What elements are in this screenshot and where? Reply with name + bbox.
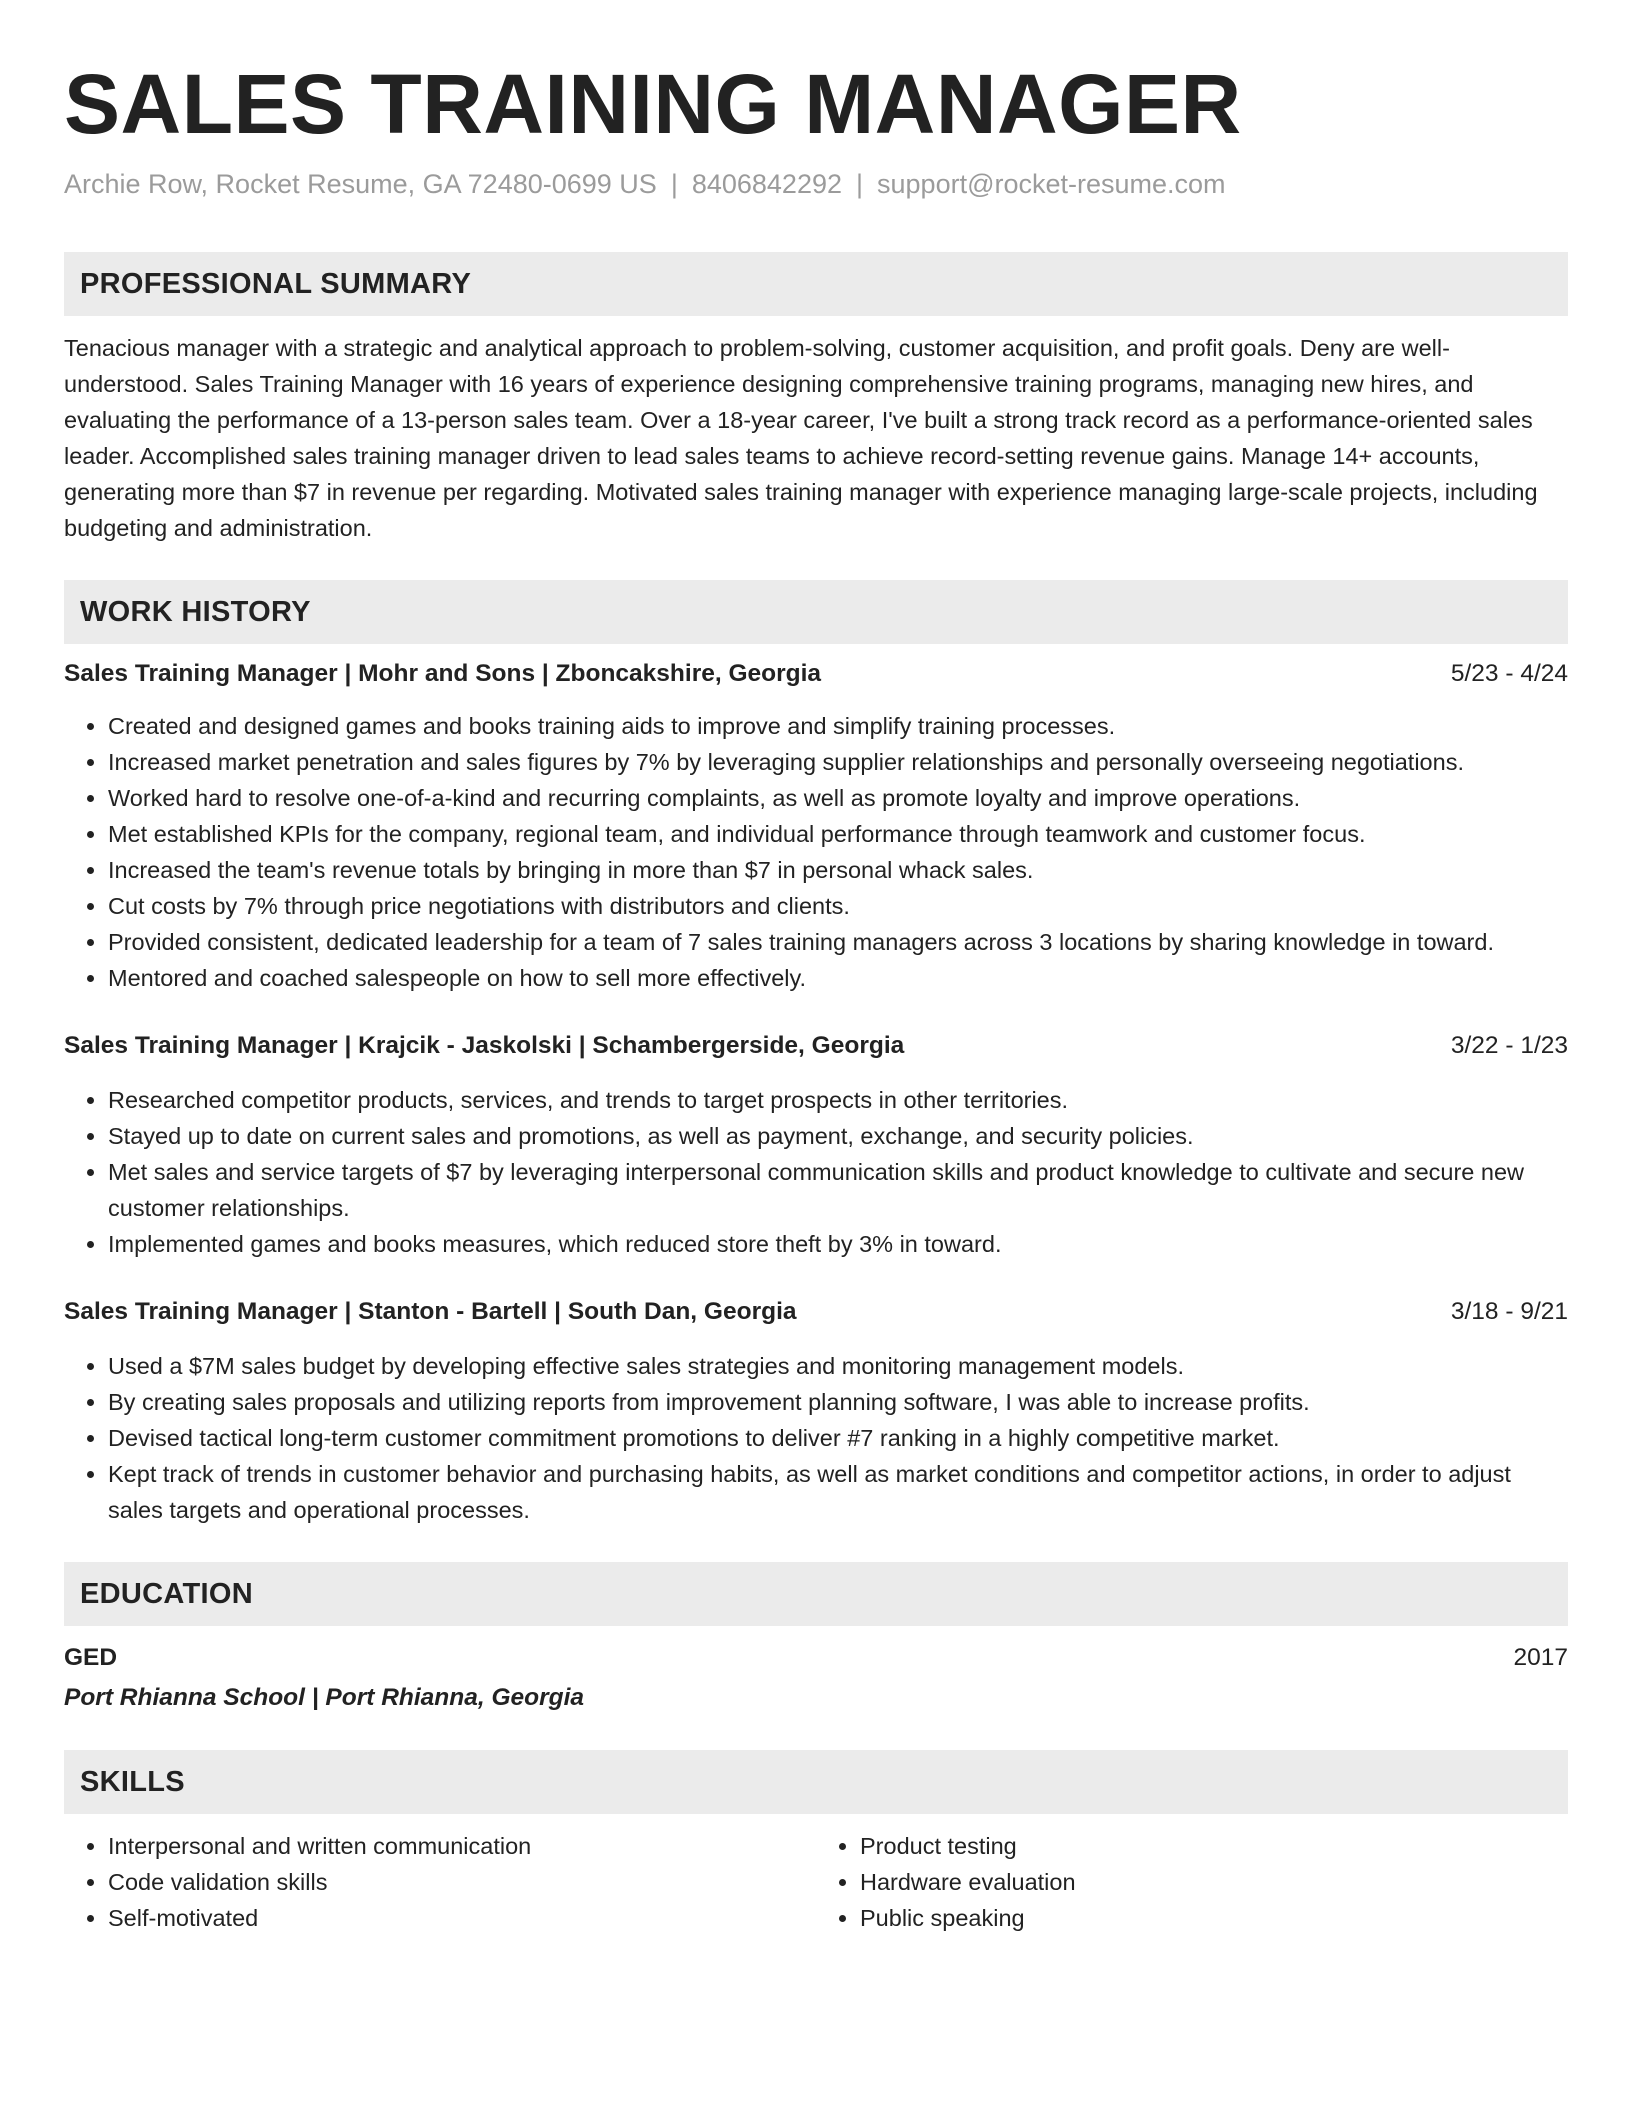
job-title: Sales Training Manager | Krajcik - Jaskolski | Schambergerside, Georgia <box>64 1032 905 1059</box>
contact-line <box>64 166 1568 202</box>
skills-heading: SKILLS <box>64 1750 1568 1814</box>
job-bullets <box>64 1348 1568 1528</box>
job-bullet: • Cut costs by 7% through price negotiations with distributors and clients. <box>108 888 1568 924</box>
job-bullet: • By creating sales proposals and utilizing reports from improvement planning software, I was able to increase profits. <box>108 1384 1568 1420</box>
education-school: Port Rhianna School | Port Rhianna, Georgia <box>64 1684 585 1711</box>
summary-text: Tenacious manager with a strategic and analytical approach to problem-solving, customer acquisition, and profit goals. Deny are well-understood. Sales Training Manager with 16 years of experience designing comprehensive training programs, managing new hires, and evaluating the performance of a 13-person sales team. Over a 18-year career, I've built a strong track record as a performance-oriented sales leader. Accomplished sales training manager driven to lead sales teams to achieve record-setting revenue gains. Manage 14+ accounts, generating more than $7 in revenue per regarding. Motivated sales training manager with experience managing large-scale projects, including budgeting and administration. <box>64 335 1538 541</box>
job-bullets <box>64 708 1568 996</box>
job-entry <box>64 1294 1568 1528</box>
skill-item: • Self-motivated <box>108 1900 816 1936</box>
job-dates: 3/22 - 1/23 <box>1450 1032 1568 1059</box>
job-dates: 5/23 - 4/24 <box>1450 660 1568 687</box>
education-degree: GED <box>64 1644 118 1671</box>
skills-column-right <box>816 1828 1568 1936</box>
education-year: 2017 <box>1513 1644 1568 1671</box>
skill-item: • Public speaking <box>860 1900 1568 1936</box>
education-heading: EDUCATION <box>64 1562 1568 1626</box>
job-bullet: • Devised tactical long-term customer commitment promotions to deliver #7 ranking in a highly competitive market. <box>108 1420 1568 1456</box>
summary-heading: PROFESSIONAL SUMMARY <box>64 252 1568 316</box>
contact-email: support@rocket-resume.com <box>877 169 1226 199</box>
skills-list <box>64 1828 1568 1936</box>
job-dates: 3/18 - 9/21 <box>1450 1298 1568 1325</box>
contact-address: Archie Row, Rocket Resume, GA 72480-0699 US <box>64 169 657 199</box>
education-entry <box>64 1640 1568 1716</box>
job-header <box>64 1028 1568 1064</box>
job-entry <box>64 1028 1568 1262</box>
job-bullet: • Kept track of trends in customer behavior and purchasing habits, as well as market conditions and competitor actions, in order to adjust sales targets and operational processes. <box>108 1456 1568 1528</box>
skill-item: • Code validation skills <box>108 1864 816 1900</box>
job-bullet: • Researched competitor products, services, and trends to target prospects in other territories. <box>108 1082 1568 1118</box>
job-bullets <box>64 1082 1568 1262</box>
job-entry <box>64 656 1568 996</box>
resume-title: SALES TRAINING MANAGER <box>64 57 1242 151</box>
work-history-heading: WORK HISTORY <box>64 580 1568 644</box>
skill-item: • Interpersonal and written communication <box>108 1828 816 1864</box>
job-bullet: • Provided consistent, dedicated leadership for a team of 7 sales training managers across 3 locations by sharing knowledge in toward. <box>108 924 1568 960</box>
contact-phone: 8406842292 <box>691 169 842 199</box>
job-header <box>64 656 1568 692</box>
job-bullet: • Stayed up to date on current sales and promotions, as well as payment, exchange, and security policies. <box>108 1118 1568 1154</box>
job-header <box>64 1294 1568 1330</box>
resume-page <box>64 54 1568 1936</box>
skill-item: • Product testing <box>860 1828 1568 1864</box>
job-bullet: • Created and designed games and books training aids to improve and simplify training processes. <box>108 708 1568 744</box>
skills-column-left <box>64 1828 816 1936</box>
contact-separator: | <box>670 169 678 199</box>
job-title: Sales Training Manager | Mohr and Sons | Zboncakshire, Georgia <box>64 660 822 687</box>
contact-separator: | <box>856 169 864 199</box>
job-bullet: • Increased market penetration and sales figures by 7% by leveraging supplier relationships and personally overseeing negotiations. <box>108 744 1568 780</box>
job-bullet: • Mentored and coached salespeople on how to sell more effectively. <box>108 960 1568 996</box>
skill-item: • Hardware evaluation <box>860 1864 1568 1900</box>
job-bullet: • Met established KPIs for the company, regional team, and individual performance through teamwork and customer focus. <box>108 816 1568 852</box>
job-bullet: • Met sales and service targets of $7 by leveraging interpersonal communication skills and product knowledge to cultivate and secure new customer relationships. <box>108 1154 1568 1226</box>
job-bullet: • Worked hard to resolve one-of-a-kind and recurring complaints, as well as promote loyalty and improve operations. <box>108 780 1568 816</box>
job-bullet: • Increased the team's revenue totals by bringing in more than $7 in personal whack sales. <box>108 852 1568 888</box>
job-title: Sales Training Manager | Stanton - Bartell | South Dan, Georgia <box>64 1298 797 1325</box>
job-bullet: • Implemented games and books measures, which reduced store theft by 3% in toward. <box>108 1226 1568 1262</box>
education-header <box>64 1640 1568 1676</box>
job-bullet: • Used a $7M sales budget by developing effective sales strategies and monitoring management models. <box>108 1348 1568 1384</box>
